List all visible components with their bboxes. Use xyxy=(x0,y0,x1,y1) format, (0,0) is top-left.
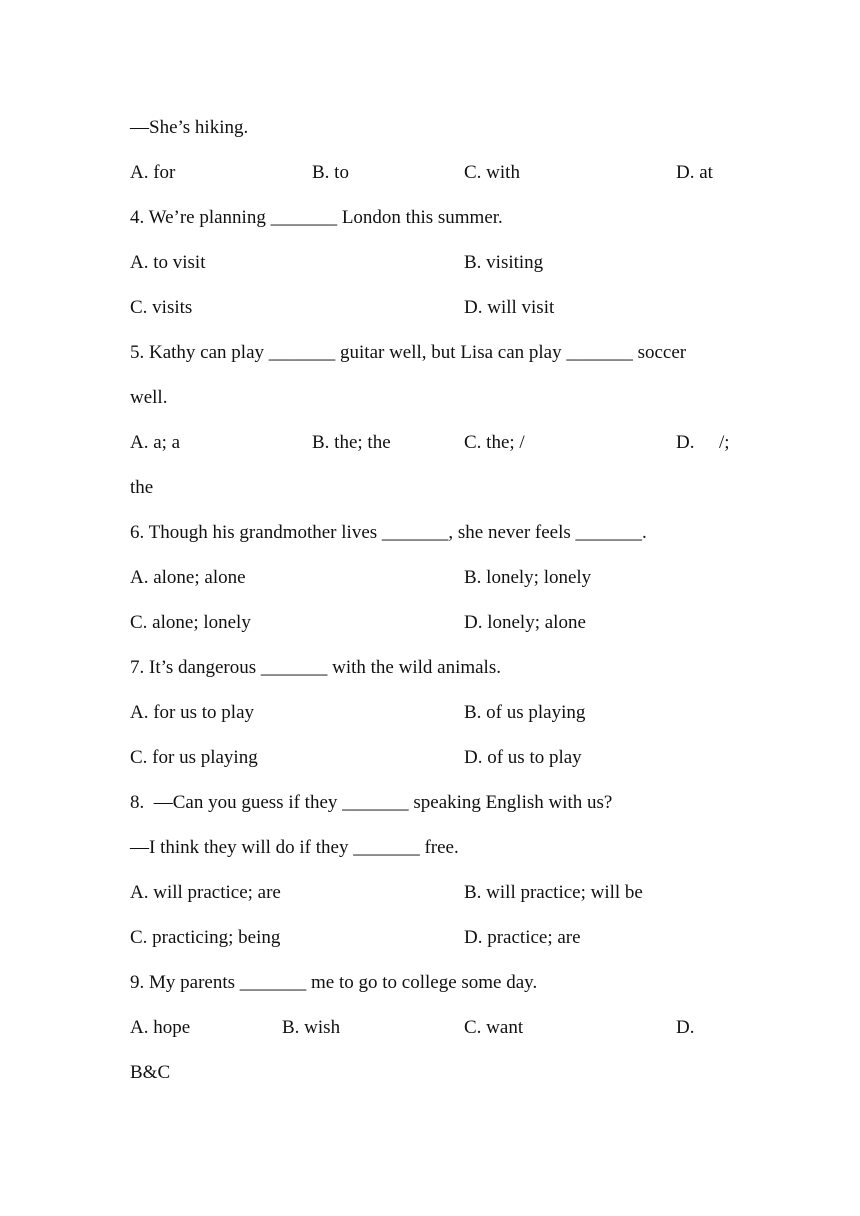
q3-option-d: D. at xyxy=(676,162,713,183)
q7-option-c: C. for us playing xyxy=(130,747,258,768)
q6-stem: 6. Though his grandmother lives _______, she never feels _______. xyxy=(130,522,647,543)
q3-option-b: B. to xyxy=(312,162,349,183)
q8-stem: 8. —Can you guess if they _______ speaking English with us? xyxy=(130,792,613,813)
q5-option-d-continued: the xyxy=(130,477,154,498)
q6-option-b: B. lonely; lonely xyxy=(464,567,592,588)
q9-option-c: C. want xyxy=(464,1017,524,1038)
q5-option-b: B. the; the xyxy=(312,432,391,453)
q6-option-c: C. alone; lonely xyxy=(130,612,251,633)
q3-answer-line: —She’s hiking. xyxy=(130,117,249,138)
q3-option-a: A. for xyxy=(130,162,176,183)
q4-stem: 4. We’re planning _______ London this summer. xyxy=(130,207,503,228)
q4-option-a: A. to visit xyxy=(130,252,206,273)
q4-option-d: D. will visit xyxy=(464,297,555,318)
q9-option-a: A. hope xyxy=(130,1017,191,1038)
q8-option-b: B. will practice; will be xyxy=(464,882,643,903)
q6-option-d: D. lonely; alone xyxy=(464,612,586,633)
q3-option-c: C. with xyxy=(464,162,520,183)
q5-option-d-label: D. xyxy=(676,432,695,453)
q4-option-c: C. visits xyxy=(130,297,193,318)
q6-option-a: A. alone; alone xyxy=(130,567,246,588)
q8-reply: —I think they will do if they _______ free. xyxy=(130,837,459,858)
q8-option-c: C. practicing; being xyxy=(130,927,281,948)
q8-option-a: A. will practice; are xyxy=(130,882,281,903)
q5-stem: 5. Kathy can play _______ guitar well, but Lisa can play _______ soccer xyxy=(130,342,687,363)
q9-option-d-label: D. xyxy=(676,1017,695,1038)
q7-stem: 7. It’s dangerous _______ with the wild animals. xyxy=(130,657,501,678)
q8-option-d: D. practice; are xyxy=(464,927,581,948)
q9-stem: 9. My parents _______ me to go to college some day. xyxy=(130,972,538,993)
q9-option-d-continued: B&C xyxy=(130,1062,171,1083)
q7-option-d: D. of us to play xyxy=(464,747,582,768)
q7-option-b: B. of us playing xyxy=(464,702,586,723)
q5-option-c: C. the; / xyxy=(464,432,525,453)
q4-option-b: B. visiting xyxy=(464,252,544,273)
q7-option-a: A. for us to play xyxy=(130,702,255,723)
q5-option-a: A. a; a xyxy=(130,432,181,453)
q5-option-d-text: /; xyxy=(719,432,730,453)
q5-stem-continued: well. xyxy=(130,387,168,408)
q9-option-b: B. wish xyxy=(282,1017,341,1038)
